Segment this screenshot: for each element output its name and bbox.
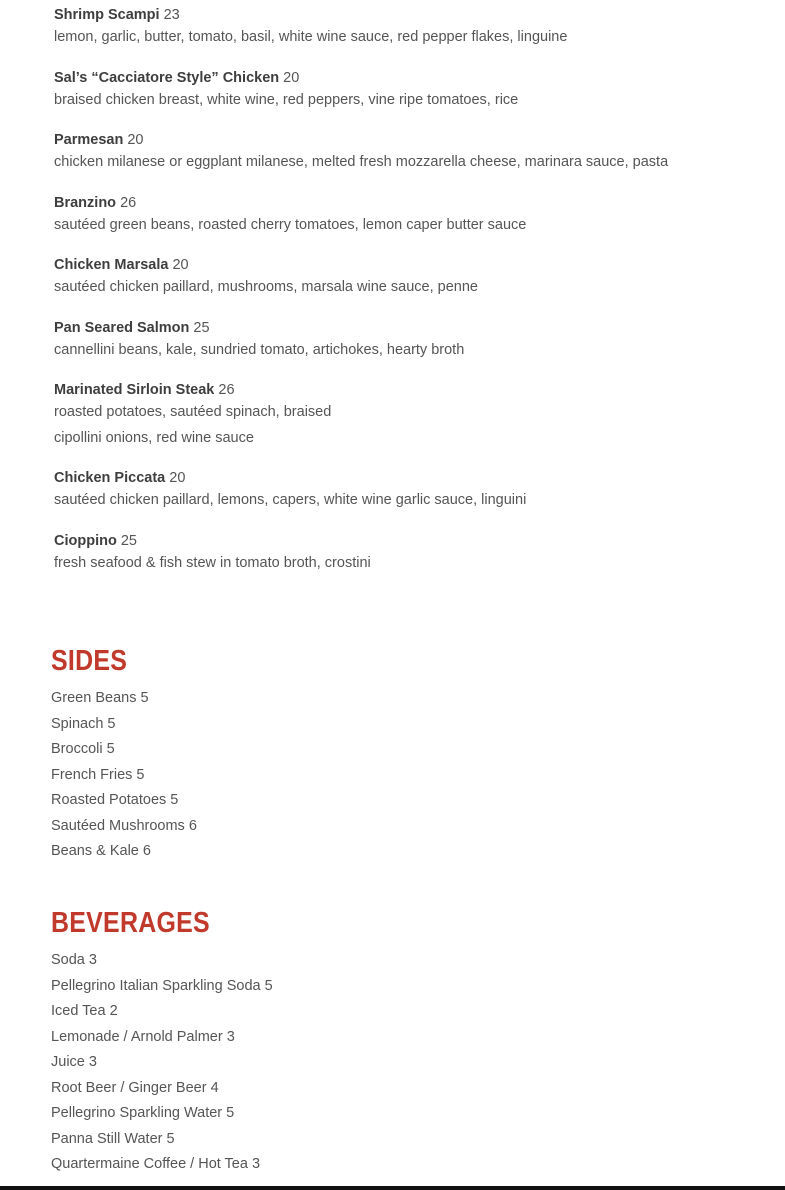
entree-description-line: braised chicken breast, white wine, red peppers, vine ripe tomatoes, rice (54, 91, 519, 108)
side-item: Green Beans 5 (51, 690, 149, 706)
entree-description (54, 88, 774, 114)
beverages-heading: BEVERAGES (51, 907, 210, 939)
entree-name: Chicken Marsala (54, 257, 169, 273)
beverage-item: Iced Tea 2 (51, 1003, 118, 1019)
entree-price: 20 (169, 470, 186, 486)
entree-heading (54, 130, 774, 150)
entree-name: Cioppino (54, 532, 117, 549)
entree-description-line: cipollini onions, red wine sauce (54, 429, 254, 446)
side-item: French Fries 5 (51, 766, 145, 783)
side-item: Sautéed Mushrooms 6 (51, 817, 197, 834)
entree-description (54, 488, 774, 514)
entree-description (54, 150, 774, 176)
entree-price: 20 (283, 69, 300, 86)
entree-heading (54, 318, 774, 338)
entree-price: 20 (172, 257, 189, 273)
beverages-list (51, 948, 273, 1178)
sides-list (51, 686, 197, 865)
side-item: Broccoli 5 (51, 741, 115, 757)
sides-heading: SIDES (51, 645, 128, 677)
beverage-item: Quartermaine Coffee / Hot Tea 3 (51, 1156, 261, 1172)
entree-description-line: sautéed green beans, roasted cherry tomatoes, lemon caper butter sauce (54, 216, 527, 233)
entrees-list (54, 5, 774, 593)
entree-price: 25 (193, 319, 210, 336)
entree-description-line: roasted potatoes, sautéed spinach, braised (54, 404, 332, 420)
entree-name: Sal’s “Cacciatore Style” Chicken (54, 69, 280, 86)
entree-item (54, 531, 774, 577)
entree-description-line: fresh seafood & fish stew in tomato broth, crostini (54, 554, 371, 571)
entree-heading (54, 468, 774, 488)
entree-heading (54, 68, 774, 88)
entree-name: Marinated Sirloin Steak (54, 382, 215, 398)
beverage-item: Panna Still Water 5 (51, 1130, 175, 1147)
beverage-item: Pellegrino Italian Sparkling Soda 5 (51, 977, 273, 994)
entree-description (54, 338, 774, 364)
entree-description (54, 400, 774, 451)
beverage-item: Lemonade / Arnold Palmer 3 (51, 1028, 235, 1045)
entree-item (54, 68, 774, 114)
entree-item (54, 318, 774, 364)
entree-name: Shrimp Scampi (54, 7, 160, 23)
bottom-edge-bar (0, 1186, 785, 1190)
entree-name: Branzino (54, 194, 117, 211)
entree-item (54, 468, 774, 514)
beverage-item: Juice 3 (51, 1054, 97, 1070)
entree-price: 26 (120, 194, 137, 211)
entree-item (54, 380, 774, 451)
entree-description (54, 551, 774, 577)
beverage-item: Root Beer / Ginger Beer 4 (51, 1079, 219, 1096)
entree-price: 23 (163, 7, 180, 23)
entree-item (54, 193, 774, 239)
entree-name: Parmesan (54, 132, 124, 148)
entree-description (54, 213, 774, 239)
entree-description (54, 25, 774, 51)
beverage-item: Soda 3 (51, 952, 97, 968)
entree-item (54, 5, 774, 51)
entree-description-line: lemon, garlic, butter, tomato, basil, white wine sauce, red pepper flakes, linguine (54, 29, 568, 45)
entree-description-line: chicken milanese or eggplant milanese, melted fresh mozzarella cheese, marinara sauce, pasta (54, 154, 669, 170)
entree-heading (54, 255, 774, 275)
entree-description-line: sautéed chicken paillard, lemons, capers, white wine garlic sauce, linguini (54, 492, 527, 508)
entree-name: Pan Seared Salmon (54, 319, 190, 336)
entree-description (54, 275, 774, 301)
side-item: Roasted Potatoes 5 (51, 792, 179, 808)
entree-description-line: cannellini beans, kale, sundried tomato, artichokes, hearty broth (54, 341, 465, 358)
entree-heading (54, 531, 774, 551)
side-item: Spinach 5 (51, 715, 116, 732)
entree-item (54, 130, 774, 176)
entree-price: 26 (218, 382, 235, 398)
entree-heading (54, 193, 774, 213)
entree-price: 20 (127, 132, 144, 148)
entree-name: Chicken Piccata (54, 470, 166, 486)
entree-heading (54, 380, 774, 400)
side-item: Beans & Kale 6 (51, 843, 151, 859)
beverage-item: Pellegrino Sparkling Water 5 (51, 1105, 235, 1121)
entree-price: 25 (120, 532, 137, 549)
entree-description-line: sautéed chicken paillard, mushrooms, marsala wine sauce, penne (54, 279, 478, 295)
entree-heading (54, 5, 774, 25)
entree-item (54, 255, 774, 301)
